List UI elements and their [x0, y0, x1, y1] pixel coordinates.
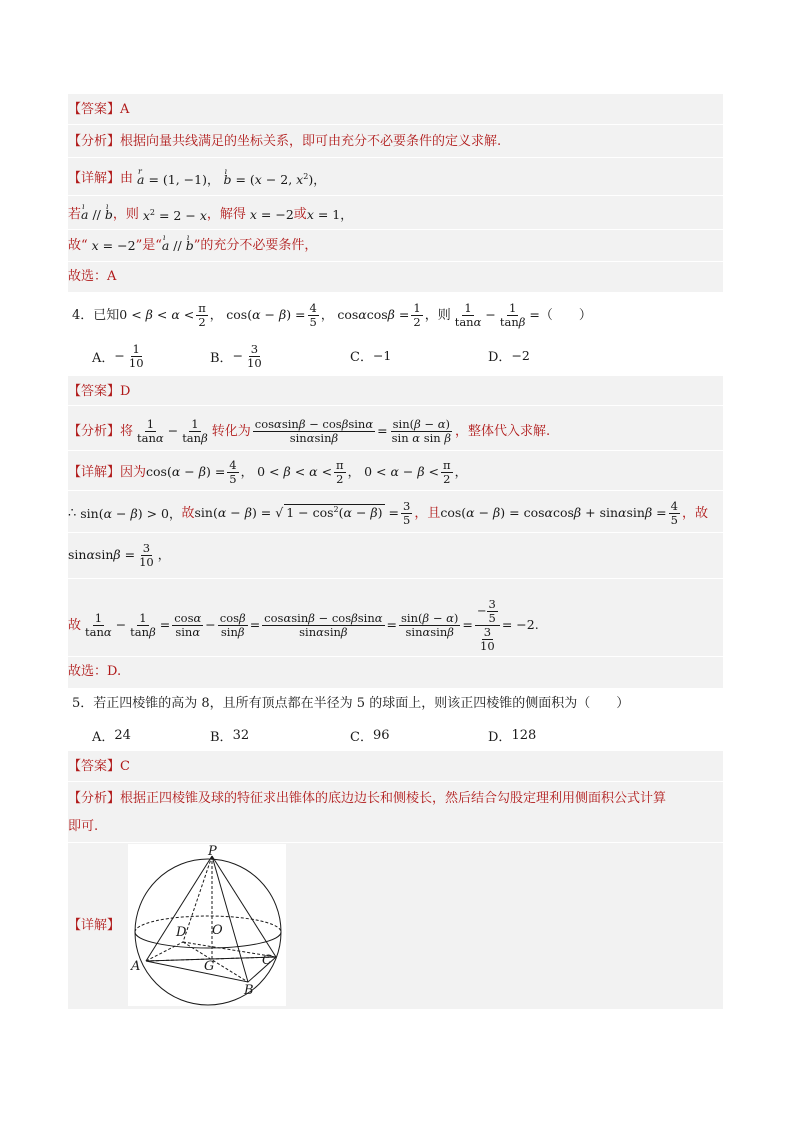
- q4-detail-d: ，故: [681, 505, 708, 521]
- q4-detail-b: 故: [181, 505, 195, 521]
- analysis-label: 【分析】: [68, 791, 121, 806]
- q5-analysis-2: 即可.: [68, 819, 99, 834]
- q3-line3: [68, 236, 723, 256]
- q3-line2-a: 若: [68, 206, 82, 222]
- q3-choice: 故选：A: [68, 269, 117, 284]
- sphere-outline: [135, 859, 281, 1005]
- divider: [68, 195, 723, 196]
- figure-svg: [128, 844, 286, 1006]
- label-g: G: [204, 959, 215, 974]
- q4-detail-c: ，且: [414, 505, 441, 521]
- q5-analysis-1: 根据正四棱锥及球的特征求出锥体的底边边长和侧棱长，然后结合勾股定理利用侧面积公式计算: [120, 791, 667, 806]
- q4-target-expr: $\frac{1}{\tan\alpha}$ − $\frac{1}{\tan\beta}$ =: [454, 301, 540, 329]
- detail-label: 【详解】: [68, 918, 121, 933]
- divider: [68, 124, 723, 125]
- q4-question: [72, 302, 592, 329]
- q4-analysis-a: 将: [120, 423, 134, 439]
- edge-pc: [212, 856, 276, 957]
- q3-line2-c: ，解得: [206, 206, 246, 222]
- option-label: A．: [92, 351, 115, 366]
- option-value: − $\frac{3}{10}$: [232, 342, 262, 370]
- q4-number: 4．已知: [72, 307, 120, 323]
- q4-detail-a: 因为: [120, 464, 147, 480]
- option-value: − $\frac{1}{10}$: [114, 342, 144, 370]
- analysis-label: 【分析】: [68, 423, 121, 439]
- analysis-label: 【分析】: [68, 134, 121, 149]
- label-c: C: [262, 953, 272, 968]
- label-a: A: [131, 959, 141, 974]
- q3-line3-b: ”是“: [135, 238, 162, 253]
- option-value: 128: [511, 728, 537, 743]
- q4-detail-line-2: [68, 500, 723, 527]
- q4-condition: 0 < β < α < $\frac{\pi}{2}$ ， cos(α − β) = $\frac{4}{5}$ ， cosαcosβ = $\frac{1}{2}$: [119, 301, 421, 329]
- q4-answer-value: D: [120, 384, 131, 399]
- detail-expr-2: sin(α − β) > 0，: [76, 505, 182, 521]
- label-p: P: [208, 844, 217, 859]
- cond-expr: x = −2: [91, 238, 136, 253]
- option-label: B．: [210, 730, 233, 745]
- therefore-symbol: ∴: [68, 505, 77, 521]
- q5-option-b[interactable]: [210, 726, 249, 745]
- q4-gu: 故: [68, 617, 82, 633]
- q5-option-d[interactable]: [488, 726, 536, 745]
- divider: [68, 781, 723, 782]
- q3-detail-lead: 由: [120, 170, 134, 186]
- q5-answer-line: [68, 757, 723, 777]
- q3-line2: [68, 203, 723, 226]
- q3-line3-a: 故“: [68, 238, 88, 253]
- q5-analysis-line: [68, 789, 723, 809]
- divider: [68, 842, 723, 843]
- detail-label: 【详解】: [68, 464, 121, 480]
- equation-expr: $x^2 = 2 - x$: [142, 208, 207, 224]
- sphere-pyramid-figure: [128, 844, 286, 1006]
- option-label: D．: [488, 350, 512, 365]
- divider: [68, 157, 723, 158]
- label-d: D: [176, 925, 187, 940]
- option-value: −2: [511, 348, 530, 363]
- edge-pa: [146, 856, 212, 961]
- q3-detail-line: [68, 167, 723, 190]
- q3-analysis-text: 根据向量共线满足的坐标关系，即可由充分不必要条件的定义求解.: [120, 134, 502, 149]
- q3-line2-b: ，则: [112, 206, 139, 222]
- label-o: O: [212, 923, 223, 938]
- option-value: 24: [114, 728, 131, 743]
- q5-question: [72, 694, 629, 714]
- q3-choice-line: [68, 267, 723, 287]
- q4-answer-line: [68, 382, 723, 402]
- q4-choice: 故选：D.: [68, 664, 122, 679]
- cond-parallel-expr: ı a // ı b: [162, 236, 194, 256]
- option-label: C．: [350, 350, 373, 365]
- q5-analysis-line-2: [68, 817, 723, 837]
- analysis-expr-1: $\frac{1}{\tan\alpha}$ − $\frac{1}{\tan\beta}$: [137, 417, 208, 445]
- divider: [68, 450, 723, 451]
- q4-paren: （ ）: [539, 307, 592, 323]
- option-value: 96: [372, 728, 390, 743]
- q5-text: 5．若正四棱锥的高为 8，且所有顶点都在半径为 5 的球面上，则该正四棱锥的侧面积为（ ）: [72, 696, 630, 711]
- detail-expr-1: cos(α − β) = $\frac{4}{5}$ ， 0 < β < α < $\frac{\pi}{2}$ ， 0 < α − β < $\frac{\pi}{2}$ ，: [146, 458, 468, 486]
- detail-expr-3: sin(α − β) = √ $1 - \cos^2(\alpha - \beta)$ = $\frac{3}{5}$: [194, 499, 411, 528]
- divider: [68, 578, 723, 579]
- detail-expr-4: cos(α − β) = cosαcosβ + sinαsinβ = $\frac{4}{5}$: [440, 499, 678, 528]
- q5-detail-line: [68, 916, 128, 936]
- divider: [68, 405, 723, 406]
- detail-label: 【详解】: [68, 170, 121, 186]
- q3-line2-d: 或: [293, 206, 307, 222]
- divider: [68, 229, 723, 230]
- q4-then: ，则: [424, 307, 451, 323]
- option-value: 32: [232, 728, 250, 743]
- option-label: D．: [488, 730, 512, 745]
- option-label: B．: [210, 351, 233, 366]
- q4-analysis-line: [68, 418, 723, 445]
- q3-line3-c: ”的充分不必要条件，: [193, 238, 318, 253]
- q3-answer-line: [68, 100, 723, 120]
- q4-detail-line: [68, 459, 723, 486]
- answer-label: 【答案】: [68, 102, 121, 117]
- q4-analysis-c: ，整体代入求解.: [455, 423, 551, 439]
- root2-expr: x = 1，: [306, 206, 353, 222]
- q5-option-c[interactable]: [350, 726, 390, 745]
- q4-analysis-b: 转化为: [211, 423, 251, 439]
- option-label: C．: [350, 730, 373, 745]
- answer-label: 【答案】: [68, 384, 121, 399]
- q4-option-a[interactable]: [92, 343, 148, 370]
- detail-expr-5: sinαsinβ = $\frac{3}{10}$ ，: [68, 541, 171, 569]
- q4-detail-line-4: [68, 598, 723, 653]
- root1-expr: x = −2: [249, 206, 294, 222]
- divider: [68, 532, 723, 533]
- divider: [68, 490, 723, 491]
- analysis-expr-2: $\frac{\cos\alpha\sin\beta - \cos\beta\sin\alpha}{\sin\alpha\sin\beta}$ = $\frac{\sin(\beta - \alpha)}{\text{sin α sin β}}$: [254, 417, 452, 445]
- edge-pd: [183, 856, 212, 942]
- parallel-expr: ı a // ı b: [81, 205, 113, 225]
- divider: [68, 656, 723, 657]
- q4-option-b[interactable]: [210, 343, 266, 370]
- q4-detail-line-3: [68, 542, 723, 569]
- option-label: A．: [92, 730, 115, 745]
- q4-choice-line: [68, 662, 723, 682]
- vector-a-def: r a = (1, −1)， ı b = (x − 2, $x^2$)，: [133, 167, 326, 190]
- q5-option-a[interactable]: [92, 726, 131, 745]
- q5-answer-value: C: [120, 759, 130, 774]
- q3-answer-value: A: [120, 102, 130, 117]
- q4-option-d[interactable]: [488, 346, 530, 365]
- option-value: −1: [372, 348, 392, 363]
- detail-expr-6: $\frac{1}{\tan\alpha}$ − $\frac{1}{\tan\beta}$ = $\frac{\cos\alpha}{\sin\alpha}$ − $\frac{\cos\beta}{\sin\beta}$ = $\frac{\cos\alpha\sin\beta - \cos\beta\sin\alpha}{\sin\alpha\sin\beta}$ = $\frac{\sin(\beta - \alpha)}{\sin\alpha\sin\beta}$ = − $\frac{3}{5}$ $\frac{3}{10}$ = −2.: [85, 597, 539, 653]
- q4-option-c[interactable]: [350, 346, 391, 365]
- divider: [68, 261, 723, 262]
- label-b: B: [244, 983, 254, 998]
- answer-label: 【答案】: [68, 759, 121, 774]
- q3-analysis-line: [68, 132, 723, 152]
